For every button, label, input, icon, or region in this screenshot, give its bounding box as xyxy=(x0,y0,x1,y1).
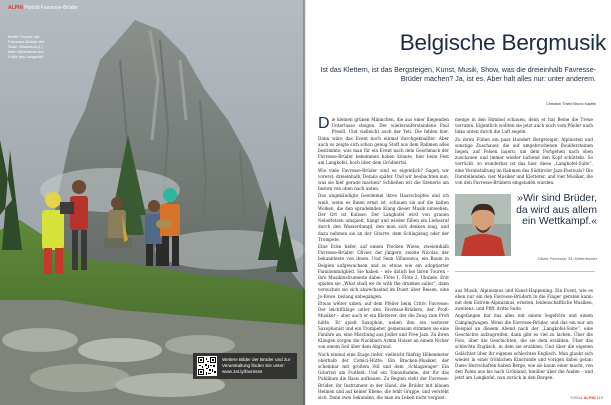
page-header xyxy=(8,5,78,11)
paragraph: Zu ihren Füßen ein paar Hundert Bergsteiger, Alpinisten und sonstige Zuschauer, die auf umgebrochenen Bouldersteinen liegen, auf Felsen lauern, um dem Fortgehen nach oben zuschauen und immer wieder lachend den Kopf schütteln. So verrückt, so wunderbar ist das hier, diese „Langkofel-Suite“, eine Veranstaltung im Rahmen des Südtiroler Jazz-Festivals? Die Darstellenden: vier Musiker und Kletterer, und vier Musiker, die von den Favresse-Brüdern eingeladen wurden. xyxy=(455,136,593,186)
promo-box xyxy=(193,353,297,379)
footer-brand: ALPIN xyxy=(583,395,596,400)
page-footer xyxy=(570,395,603,400)
article-byline: Christian Thiele Bruno Kapitis xyxy=(546,102,596,106)
header-brand: ALPIN xyxy=(8,5,23,11)
qr-code-icon[interactable] xyxy=(197,356,217,376)
divider xyxy=(455,271,595,272)
drop-cap: D xyxy=(318,115,330,132)
paragraph: Wie viele Favresse-Brüder sind es eigentlich? Sagen wir vorerst: dreieinhalb, Details später. Und wir beobachten nun, was sie hier gerade machen? Schließen wir die Szenerie am besten von oben nach unten. xyxy=(318,167,449,192)
issue-number: 7/2014 xyxy=(570,395,583,400)
paragraph: Etwas weiter unten, auf dem Pfeiler beim Critöc Favresse: Der leichtfüßige unter den Favresse-Brüdern, der Profi-Musiker – aber auch er ein Kletterer, der die Zeug zum Profi hätte. Er spielt Saxophon, neben ihm ein weiterer Saxophonist und ein Trompeter, gemeinsam stimmen sie eine Fanfare an, eine Mischung aus Jodler und Free Jazz. Zu ihren Klängen sorgen die Nachbarn Armin Holzer an einem Nicker von einem Seil über dem Abgrund. xyxy=(318,300,449,350)
photo-caption: Bunte Truppe: die Favresse-Brüder mit Sean Villanueva (l.) beim Musizieren am Fuße des Langkofel. xyxy=(8,34,45,59)
pull-quote: »Wir sind Brüder, da wird aus allem ein Wettkampf.« xyxy=(516,193,597,228)
page-number: 119 xyxy=(596,395,603,400)
mountain-photo xyxy=(0,0,305,405)
portrait-photo xyxy=(455,194,511,256)
paragraph xyxy=(318,117,449,167)
paragraph: Angefangen hat das alles mit einem Segeltörn und einem Campingwagen. Wenn die Favresse-Brüder, und das ein nur am Beispiel an diesem Abend nach der „Langkofel-Suite“, eine Geschichte aufzugreifen, dann gibt es viel zu lachen. Über die Foto, über die Geschichten, die sie dem erzählen. Über das schlechte Englisch, in dem sie erzählen. Und über die eigenen Gelächter über ihr eigenes schlechtes Englisch. Man glaubt sich wieder in einer fröhlichen Kinorunde und vorigen dabei getan: Diese Herrschaften haben Berge, wie sie kaum einer macht, von den Polen aus bis nach Grönland, hinüber über die Anden – und jetzt am Langkofel, nun zurück in den Bergen. xyxy=(455,313,593,381)
article-lead: Ist das Klettern, ist das Bergsteigen, Kunst, Musik, Show, was die dreieinhalb Favresse-Brüder machen? Ja, ist es. Aber halt alles nur: unter anderem. xyxy=(320,66,596,83)
paragraph: menge in den Himmel schauen, denn er hat Beine die Treue verraten. Eigentlich wollten sie jetzt auch noch vom Pfeiler nach links unten durch die Luft segeln. xyxy=(455,117,593,135)
right-page xyxy=(306,0,611,405)
text-column-1 xyxy=(318,115,449,400)
article-title: Belgische Bergmusik xyxy=(399,30,606,55)
left-page xyxy=(0,0,305,405)
paragraph: Eine Ecke tiefer, auf einem Flecken Wiese, zweieinhalb Favresse-Brüder: Olivier, der jüngere, zweite Nicolas, der bekannteste von ihnen. Und Sean Villanueva, ein Baum in Belgien aufgewachsen und so etwas wie ein adoptierter Familienmitglied. Sie haben – wie üblich bei ihren Touren – ihre Musikinstrumente dabei: Flöte 1, Flöte 2, Ukulele. Erst spielen sie „What shall we do with the drunken sailor“, dann versuchen sie sich abwechselnd im Duett über Reisen, eine Jo-Rowe, bislang unbegangen. xyxy=(318,244,449,299)
paragraph-text: ie kleinen grünen Männchen, die aus einer fliegenden Untertasse steigen. Der wiederauferstandene Paul Presill. Und vielleicht auch der Yeti. Die fehlen hier. Dann wäre das Event noch einmal durchgeknallter. Aber auch so zeigte sich schon genug Stoff aus dem Rahmen alles bestimmte, was man für ein Event nach dem Geschmack der Favresse-Brüder bekommen haben könnte, hier beim Fest am Langkofel, hoch über dem Grödnertal. xyxy=(318,117,449,166)
header-section: Porträt Favresse-Brüder xyxy=(24,5,79,11)
pull-quote-box xyxy=(455,191,595,277)
paragraph: Noch einmal eine Etage tiefer, vielleicht fünfzig Höhenmeter oberhalb der Comici-Hütte: Ein Bracken-Musiker, der scheinbar mit großem Stil und dem ‚Schlagzeuger‘ Ein Gitarrist am Fußfeld. Und ein Tonaufnahme, der für das Publikum die Basis aufbauen. Zu Beginn steht der Favresse-Brüder, ihr Instrument in der Hand, die Brüder mit blauen Helmen und auf keiner Ebene, die fehlt Gruppe, und versteht sich. Dann zwei Sekunden, die man im Leben nicht vergisst. xyxy=(318,351,449,400)
quote-attribution: Olivier Favresse, 33, Kletterbruder xyxy=(537,256,597,261)
promo-text: Weitere Bilder der Brüder und zur Veranstaltung finden Sie unter: www.1st.ly/favresse xyxy=(222,357,291,374)
paragraph: aus Musik, Alpinismus und Kunst-Happening. Ein Event, wie es eben nur ein den Favresse-Brüdern in die Finger geraten kann: mit dem Extrem-Alpinismus, ernsten, leidenschaftliche Musiken, zweitens, und Pfiff, dritte Seite. xyxy=(455,287,593,312)
paragraph: Das ungebändigte Gewimmel ihres Haarschopfes und ich weiß, wenn es ihnen ernst ist, schauen sie auf die kalten Wolken, die den sprudelnden Klang dieser Musik umwehen. Der Ort ist Kulisse: Der Langkofel wird von grauen Nebelfetzen umspielt, hängt und wieder füllen ein Liebesruf durch den Wasserdampf, den man sich denken mag, und dazu nehmen sie an der Gitarre, dem Schlagzeug oder der Trompete. xyxy=(318,193,449,242)
